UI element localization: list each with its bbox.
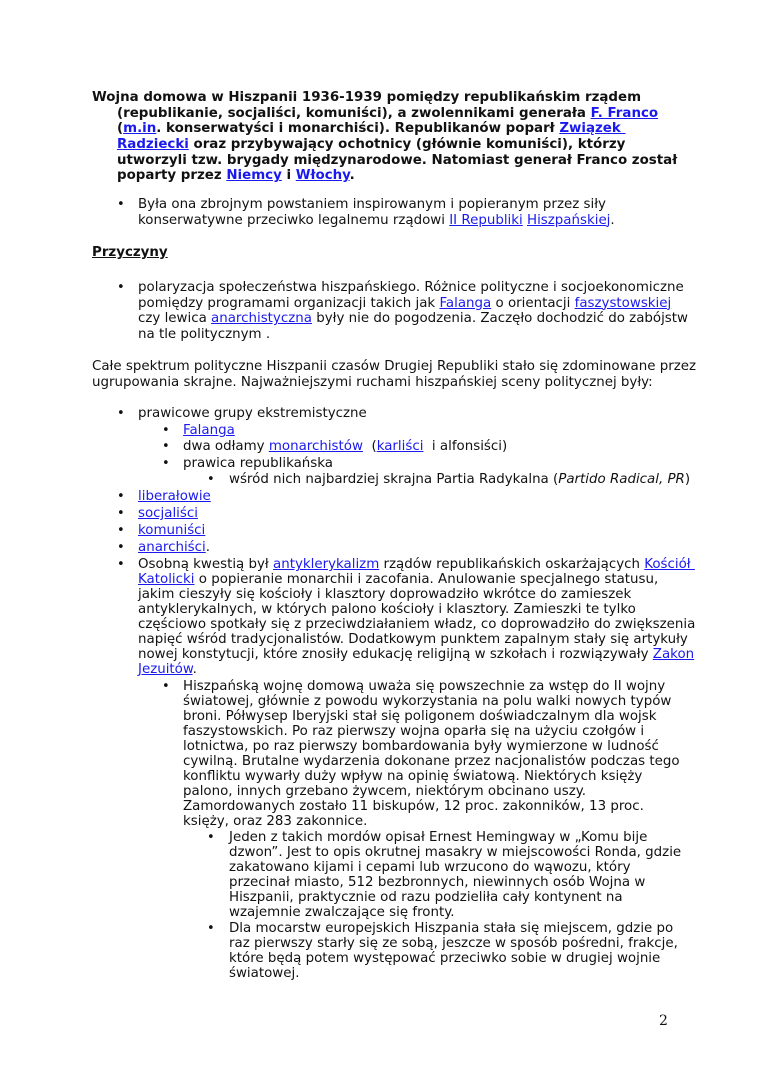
sub-bullet-item [162,679,680,829]
sub-bullet-item [162,456,333,472]
text-run: lotnictwa, po raz pierwszy bombardowania były wymierzone w ludność [183,739,659,754]
text-line [183,456,333,472]
text-run: poparty przez [117,168,227,184]
text-line [138,327,688,343]
bullet-item [117,540,211,556]
text-run: . [610,212,615,228]
text-run: wzajemnie zwalczające się fronty. [229,905,455,920]
text-line [92,106,677,122]
text-line [183,769,680,784]
bullet-icon: • [162,679,170,694]
text-line [138,662,695,677]
hyperlink[interactable]: Kościół [644,557,695,572]
bullet-item [117,523,206,539]
intro-paragraph [92,90,677,184]
text-run: i [281,168,296,184]
text-run: i alfonsiści) [423,439,508,454]
text-line [183,724,680,739]
text-line [138,632,695,647]
bullet-icon: • [117,557,125,572]
hyperlink[interactable]: II Republiki [449,212,523,228]
text-run: Całe spektrum polityczne Hiszpanii czasów Drugiej Republiki stało się zdominowane przez [92,359,697,374]
text-line [138,540,210,556]
text-run: napięć wśród tradycjonalistów. Dodatkowym punktem zapalnym stały się artykuły [138,632,688,647]
hyperlink[interactable]: faszystowskiej [574,295,672,311]
text-line [138,647,695,662]
text-line [229,966,678,981]
text-line [229,921,678,936]
text-run: Jeden z takich mordów opisał Ernest Hemingway w „Komu bije [229,830,648,845]
sub-bullet-item [162,439,508,455]
bullet-icon: • [207,472,215,487]
text-run: na tle politycznym . [138,327,271,343]
text-line [229,875,681,890]
text-run: konfliktu wywarły duży wpływ na opinię światową. Niektórych księży [183,769,643,784]
text-run: pomiędzy programami organizacji takich jak [138,295,440,311]
text-line [229,951,678,966]
text-run: o orientacji [491,295,575,311]
text-line [92,375,696,391]
hyperlink[interactable]: Włochy [295,168,350,184]
text-run: broni. Półwysep Iberyjski stał się poligonem doświadczalnym dla wojsk [183,709,657,724]
hyperlink[interactable]: Katolicki [138,572,195,587]
text-run: ( [117,121,124,137]
hyperlink[interactable]: komuniści [138,523,206,538]
text-run: . [205,540,211,555]
text-run: . [349,168,355,184]
sub-sub-bullet-item [207,472,691,488]
text-line [138,557,695,572]
bullet-item [117,197,615,228]
hyperlink[interactable]: anarchiści [138,540,206,555]
text-line [183,439,507,455]
text-run: raz pierwszy starły się ze sobą, jeszcze w sposób pośredni, frakcje, [229,936,678,951]
text-run: księży, oraz 283 zakonnice. [183,814,368,829]
hyperlink[interactable]: Falanga [183,423,235,438]
text-run: jakim cieszyły się kościoły i klasztory doprowadziło wkrótce do zamieszek [138,587,632,602]
text-line [229,472,690,488]
text-line [183,694,680,709]
hyperlink[interactable]: socjaliści [138,506,198,521]
text-line [92,90,677,106]
text-line [138,213,615,229]
text-run: zakatowano kijami i cepami lub wrzucono do wąwozu, który [229,860,631,875]
text-line [229,830,681,845]
text-run: faszystowskich. Po raz pierwszy wojna oparła się na użyciu czołgów i [183,724,645,739]
text-run: konserwatywne przeciwko legalnemu rządowi [138,212,450,228]
text-line [183,799,680,814]
text-line [183,784,680,799]
bullet-icon: • [117,540,125,555]
text-line [229,890,681,905]
text-line [229,905,681,920]
text-run: prawica republikańska [183,456,333,471]
bullet-icon: • [117,506,125,521]
text-line [138,572,695,587]
text-run: częściowo spotkały się z przeciwdziałaniem władz, co doprowadziło do zwiększenia [138,617,696,632]
text-line [229,936,678,951]
text-line [92,359,696,375]
bullet-icon: • [162,439,170,454]
hyperlink[interactable]: Zakon [652,647,695,662]
bullet-item [117,557,696,677]
bullet-icon: • [117,523,125,538]
text-line [92,137,677,153]
bullet-item [117,406,367,422]
bullet-icon: • [117,406,125,421]
body-paragraph [92,359,696,390]
page-number: 2 [659,1013,668,1029]
text-run: polaryzacja społeczeństwa hiszpańskiego. Różnice polityczne i socjoekonomiczne [138,280,684,295]
text-run: były nie do pogodzenia. Zaczęło dochodzić do zabójstw [311,311,688,327]
bullet-item [117,489,211,505]
text-line [138,602,695,617]
hyperlink[interactable]: anarchistyczna [211,311,312,327]
text-line [183,423,235,439]
text-run: Hiszpańską wojnę domową uważa się powszechnie za wstęp do II wojny [183,679,666,694]
text-run: . konserwatyści i monarchiści). Republikanów poparł [156,121,560,137]
text-line [138,406,367,422]
bullet-icon: • [117,197,125,212]
text-line [183,679,680,694]
hyperlink[interactable]: Niemcy [226,168,282,184]
text-line [229,860,681,875]
text-line [138,489,211,505]
hyperlink[interactable]: F. Franco [590,105,659,121]
text-line [229,845,681,860]
hyperlink[interactable]: monarchistów [268,439,363,454]
text-line [183,739,680,754]
section-heading: Przyczyny [92,245,168,260]
text-run: które będą potem występować przeciwko sobie w drugiej wojnie [229,951,661,966]
text-run: czy lewica [138,311,212,327]
text-run: ( [362,439,377,454]
text-run: prawicowe grupy ekstremistyczne [138,406,367,421]
text-line [138,506,198,522]
hyperlink[interactable]: Hiszpańskiej [527,212,611,228]
text-line [138,523,205,539]
text-run: (republikanie, socjaliści, komuniści), a zwolennikami generała [117,105,591,121]
text-run: oraz przybywający ochotnicy (głównie komuniści), którzy [188,137,626,153]
bullet-icon: • [207,830,215,845]
text-run: dwa odłamy [183,439,269,454]
text-run: . [192,662,197,677]
text-line [183,814,680,829]
sub-bullet-item [162,423,235,439]
sub-sub-bullet-item [207,830,682,920]
bullet-icon: • [117,280,125,295]
text-run: nowej konstytucji, które znosiły edukację religijną w szkołach i rozwiązywały [138,647,653,662]
italic-text: Partido Radical, PR [558,472,685,487]
text-line [92,168,677,184]
text-line [92,153,677,169]
text-run: antyklerykalnych, w których palono kościoły i klasztory. Zamieszki te tylko [138,602,636,617]
sub-sub-bullet-item [207,921,678,981]
text-run: ) [684,472,691,487]
text-line [138,296,688,312]
text-run: cywilną. Brutalne wydarzenia dokonane przez nacjonalistów podczas tego [183,754,680,769]
text-run: Wojna domowa w Hiszpanii 1936-1939 pomiędzy republikańskim rządem [92,90,642,105]
text-line [138,617,695,632]
text-line [138,587,695,602]
bullet-item [117,506,198,522]
text-line [183,754,680,769]
bullet-icon: • [162,456,170,471]
text-run: dzwon”. Jest to opis okrutnej masakry w miejscowości Ronda, gdzie [229,845,682,860]
bullet-icon: • [117,489,125,504]
hyperlink[interactable]: m.in [123,121,157,137]
text-run: Osobną kwestią był [138,557,273,572]
text-line [138,280,688,296]
bullet-icon: • [162,423,170,438]
hyperlink[interactable]: antyklerykalizm [273,557,380,572]
text-run: rządów republikańskich oskarżających [379,557,645,572]
text-run: Była ona zbrojnym powstaniem inspirowanym i popieranym przez siły [138,197,606,212]
text-run: światowej, głównie z powodu wykorzystania na polu walki nowych typów [183,694,672,709]
hyperlink[interactable]: Związek [559,121,626,137]
hyperlink[interactable]: Jezuitów [138,662,193,677]
text-run: Zamordowanych zostało 11 biskupów, 12 proc. zakonników, 13 proc. [183,799,644,814]
text-line [92,121,677,137]
text-line [138,197,615,213]
bullet-icon: • [207,921,215,936]
text-run: wśród nich najbardziej skrajna Partia Radykalna ( [229,472,559,487]
text-line [183,709,680,724]
text-run: światowej. [229,966,300,981]
hyperlink[interactable]: karliści [376,439,424,454]
bullet-item [117,280,688,343]
hyperlink[interactable]: Falanga [439,295,492,311]
text-run: Hiszpanii, praktycznie od razu podzieliła cały kontynent na [229,890,623,905]
text-run: utworzyli tzw. brygady międzynarodowe. Natomiast generał Franco został [117,152,678,168]
hyperlink[interactable]: Radziecki [117,137,189,153]
text-run: przecinał miasto, 512 bezbronnych, niewinnych osób Wojna w [229,875,646,890]
hyperlink[interactable]: liberałowie [138,489,211,504]
text-run: ugrupowania skrajne. Najważniejszymi ruchami hiszpańskiej sceny politycznej były: [92,374,653,390]
text-run: palono, innych grzebano żywcem, niektórym obcinano uszy. [183,784,587,799]
text-line [138,311,688,327]
text-run: o popieranie monarchii i zacofania. Anulowanie specjalnego statusu, [194,572,659,587]
text-run: Dla mocarstw europejskich Hiszpania stała się miejscem, gdzie po [229,921,674,936]
